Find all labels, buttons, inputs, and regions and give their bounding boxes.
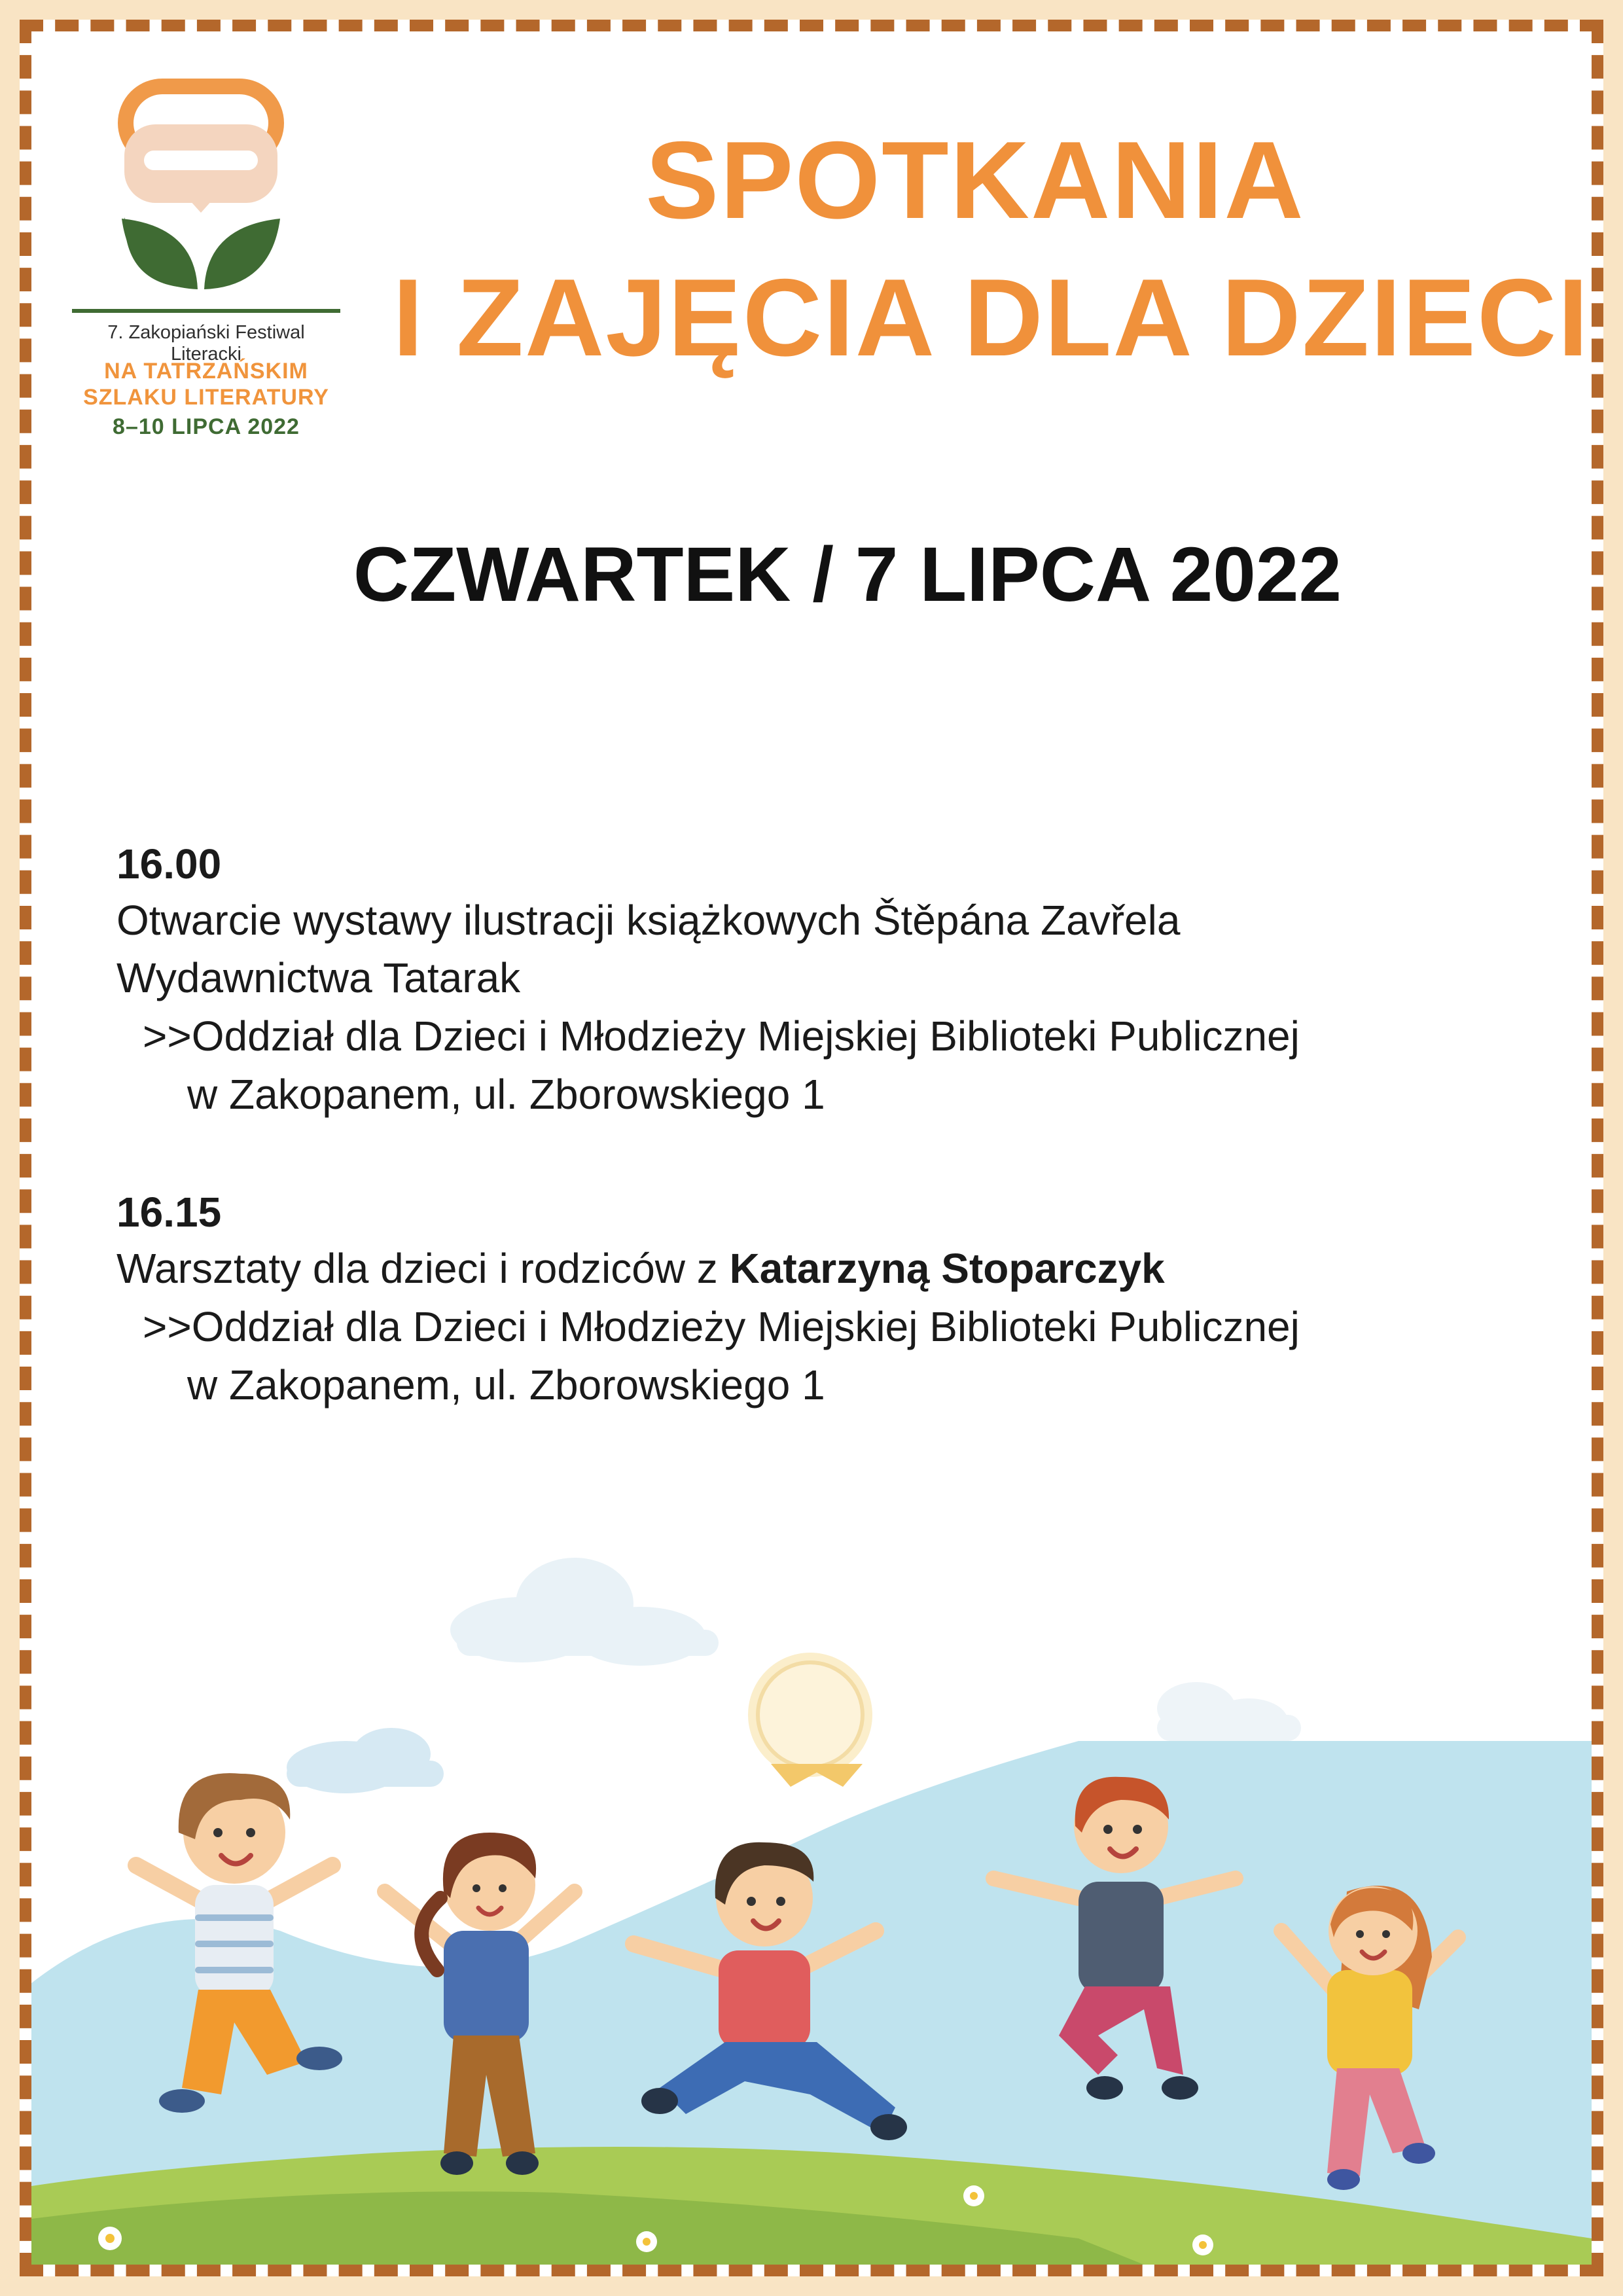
event-description-text: Warsztaty dla dzieci i rodziców z: [116, 1245, 730, 1292]
event-location: >>Oddział dla Dzieci i Młodzieży Miejskiej Biblioteki Publicznej: [143, 1013, 1300, 1060]
title-line-2: I ZAJĘCIA DLA DZIECI: [393, 256, 1590, 379]
event-location: >>Oddział dla Dzieci i Młodzieży Miejskiej Biblioteki Publicznej: [143, 1303, 1300, 1350]
date-heading: CZWARTEK / 7 LIPCA 2022: [353, 531, 1342, 618]
event-time: 16.00: [116, 840, 222, 888]
logo-dates: 8–10 LIPCA 2022: [113, 414, 300, 439]
event-description-cont: Wydawnictwa Tatarak: [116, 954, 521, 1001]
dashed-border: [20, 20, 1603, 2276]
logo-tagline-1: NA TATRZAŃSKIM: [104, 359, 308, 384]
title-line-1: SPOTKANIA: [645, 118, 1305, 242]
event-address: w Zakopanem, ul. Zborowskiego 1: [187, 1071, 825, 1118]
event-address: w Zakopanem, ul. Zborowskiego 1: [187, 1361, 825, 1408]
event-description: Otwarcie wystawy ilustracji książkowych Štěpána Zavřela: [116, 897, 1181, 944]
logo-festival-name: 7. Zakopiański Festiwal Literacki: [107, 322, 305, 365]
event-host-name: Katarzyną Stoparczyk: [729, 1245, 1165, 1292]
logo-tagline-2: SZLAKU LITERATURY: [83, 385, 329, 410]
event-time: 16.15: [116, 1189, 222, 1236]
